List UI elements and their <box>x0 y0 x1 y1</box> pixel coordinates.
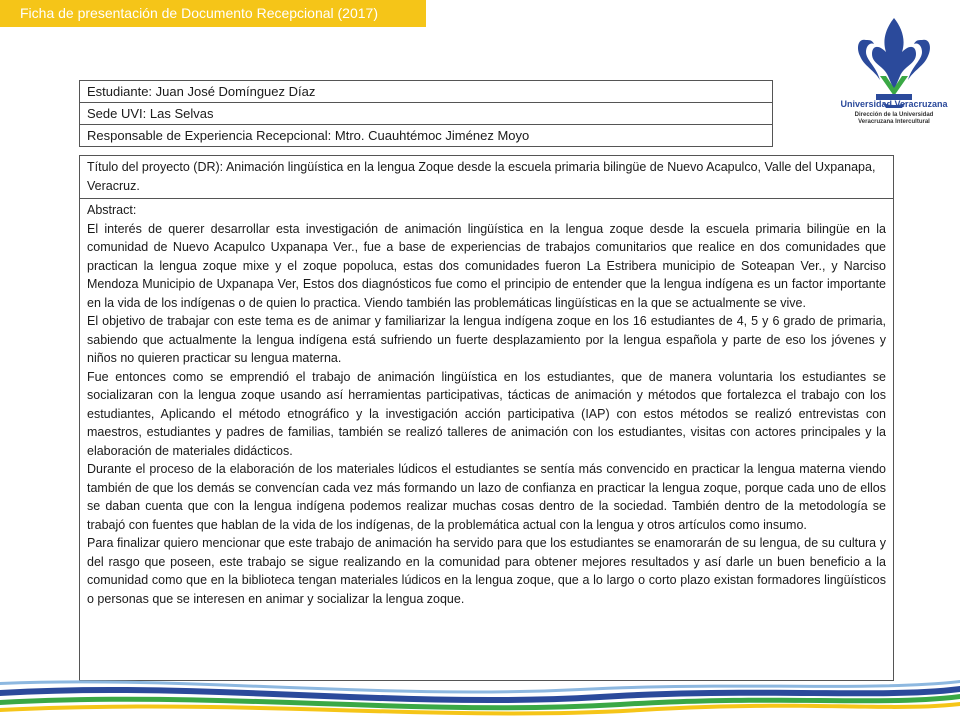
university-subtitle <box>836 112 952 126</box>
abstract-paragraph: Fue entonces como se emprendió el trabajo de animación lingüística en los estudiantes, que de manera voluntaria los estudiantes se socializaran con la lengua zoque usando así herramientas participativas, tácticas de animación y métodos que fortalezca el trabajo con los estudiantes, Aplicando el método etnográfico y la investigación acción participativa (IAP) con estos métodos se realizó entrevistas con maestros, estudiantes y padres de familias, también se realizó talleres de animación con los estudiantes, visitas con actores principales y la elaboración de materiales didácticos. <box>87 369 886 458</box>
campus-row <box>80 103 773 125</box>
abstract-section <box>80 199 893 610</box>
university-subtitle-line2: Veracruzana Intercultural <box>858 119 930 125</box>
project-title: Título del proyecto (DR): Animación lingüística en la lengua Zoque desde la escuela primaria bilingüe de Nuevo Acapulco, Valle del Uxpanapa, Veracruz. <box>80 156 893 199</box>
abstract-paragraph: Para finalizar quiero mencionar que este trabajo de animación ha servido para que los estudiantes se enamorarán de su lengua, de su cultura y del rasgo que poseen, este trabajo se sigue realizando en la comunidad para obtener mejores resultados y así darle un buen beneficio a la comunidad como que en la biblioteca tengan materiales lúdicos en la lengua zoque, que a lo largo o corto plazo existan formadores lingüísticos o personas que se interesen en animar y socializar la lengua zoque. <box>87 536 886 606</box>
student-cell: Estudiante: Juan José Domínguez Díaz <box>80 81 773 103</box>
responsible-cell: Responsable de Experiencia Recepcional: Mtro. Cuauhtémoc Jiménez Moyo <box>80 125 773 147</box>
university-name: Universidad Veracruzana <box>840 99 948 109</box>
header-bar <box>0 0 426 27</box>
abstract-paragraph: El objetivo de trabajar con este tema es de animar y familiarizar la lengua indígena zoque en los 16 estudiantes de 4, 5 y 6 grado de primaria, sabiendo que actualmente la lengua indígena está sufriendo un fuerte desplazamiento por la lengua española y parte de eso los jóvenes y niños no quieren practicar su lengua materna. <box>87 314 886 365</box>
footer-stripes <box>0 676 960 720</box>
responsible-row <box>80 125 773 147</box>
campus-cell: Sede UVI: Las Selvas <box>80 103 773 125</box>
header-title: Ficha de presentación de Documento Recepcional (2017) <box>20 5 378 21</box>
abstract-paragraph: El interés de querer desarrollar esta investigación de animación lingüística en la lengua zoque desde la escuela primaria bilingüe en la comunidad de Nuevo Acapulco Uxpanapa Ver., fue a base de experiencias de trabajos comunitarios que realice en dos comunidades que practican la lengua zoque mixe y el zoque popoluca, estas dos comunidades fueron La Estribera municipio de Soteapan Ver., y Narciso Mendoza Municipio de Uxpanapa Ver, Estos dos diagnósticos fue como el principio de entender que la lengua indígena es un factor importante en la vida de los indígenas o de quien lo practica. Viendo también las problemáticas lingüísticas en la que se actualmente se vive. <box>87 221 886 310</box>
abstract-paragraph: Durante el proceso de la elaboración de los materiales lúdicos el estudiantes se sentía más convencido en practicar la lengua materna viendo también de que los demás se convencían cada vez más formando un lazo de confianza en practicar la lengua zoque, porque cada uno de ellos se daban cuenta que con la lengua indígena podemos realizar muchas cosas dentro de la sociedad. También dentro de la metodología se trabajó con fuentes que hablan de la vida de los indígenas, de la problemática actual con la lengua y otros artículos como insumo. <box>87 462 886 532</box>
info-table <box>79 80 773 147</box>
university-subtitle-line1: Dirección de la Universidad <box>854 112 934 118</box>
project-box <box>79 155 894 681</box>
student-row <box>80 81 773 103</box>
abstract-label: Abstract: <box>87 203 137 217</box>
